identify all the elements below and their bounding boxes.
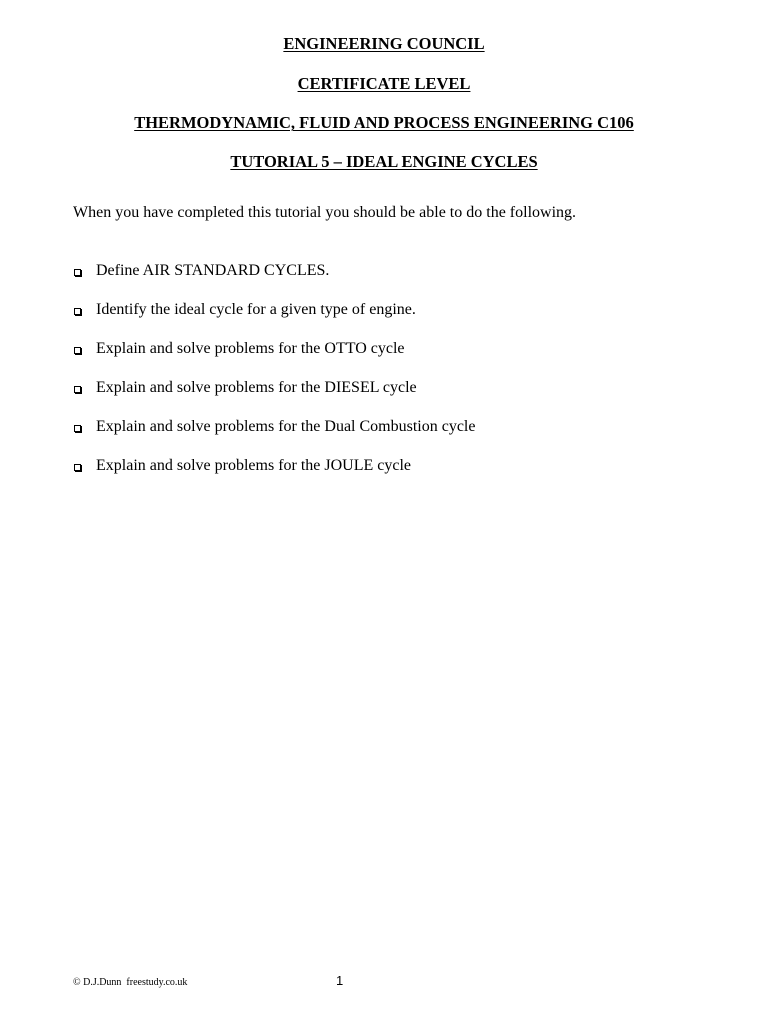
objective-text: Explain and solve problems for the OTTO cycle (96, 340, 405, 357)
checkbox-square-icon (74, 425, 81, 432)
objective-text: Identify the ideal cycle for a given type of engine. (96, 301, 416, 318)
checkbox-square-icon (74, 386, 81, 393)
level-heading: CERTIFICATE LEVEL (297, 74, 471, 93)
tutorial-title: TUTORIAL 5 – IDEAL ENGINE CYCLES (230, 152, 538, 171)
objective-text: Explain and solve problems for the Dual Combustion cycle (96, 418, 476, 435)
footer-copyright: © D.J.Dunn freestudy.co.uk (73, 977, 188, 988)
council-heading: ENGINEERING COUNCIL (283, 34, 485, 53)
objective-text: Explain and solve problems for the JOULE cycle (96, 457, 412, 474)
checkbox-square-icon (74, 347, 81, 354)
checkbox-square-icon (74, 464, 81, 471)
course-heading: THERMODYNAMIC, FLUID AND PROCESS ENGINEERING C106 (134, 113, 634, 132)
objective-text: Explain and solve problems for the DIESEL cycle (96, 379, 417, 396)
intro-paragraph: When you have completed this tutorial you should be able to do the following. (73, 204, 577, 221)
checkbox-square-icon (74, 308, 81, 315)
objective-text: Define AIR STANDARD CYCLES. (96, 262, 330, 279)
checkbox-square-icon (74, 269, 81, 276)
page-number: 1 (336, 973, 344, 988)
